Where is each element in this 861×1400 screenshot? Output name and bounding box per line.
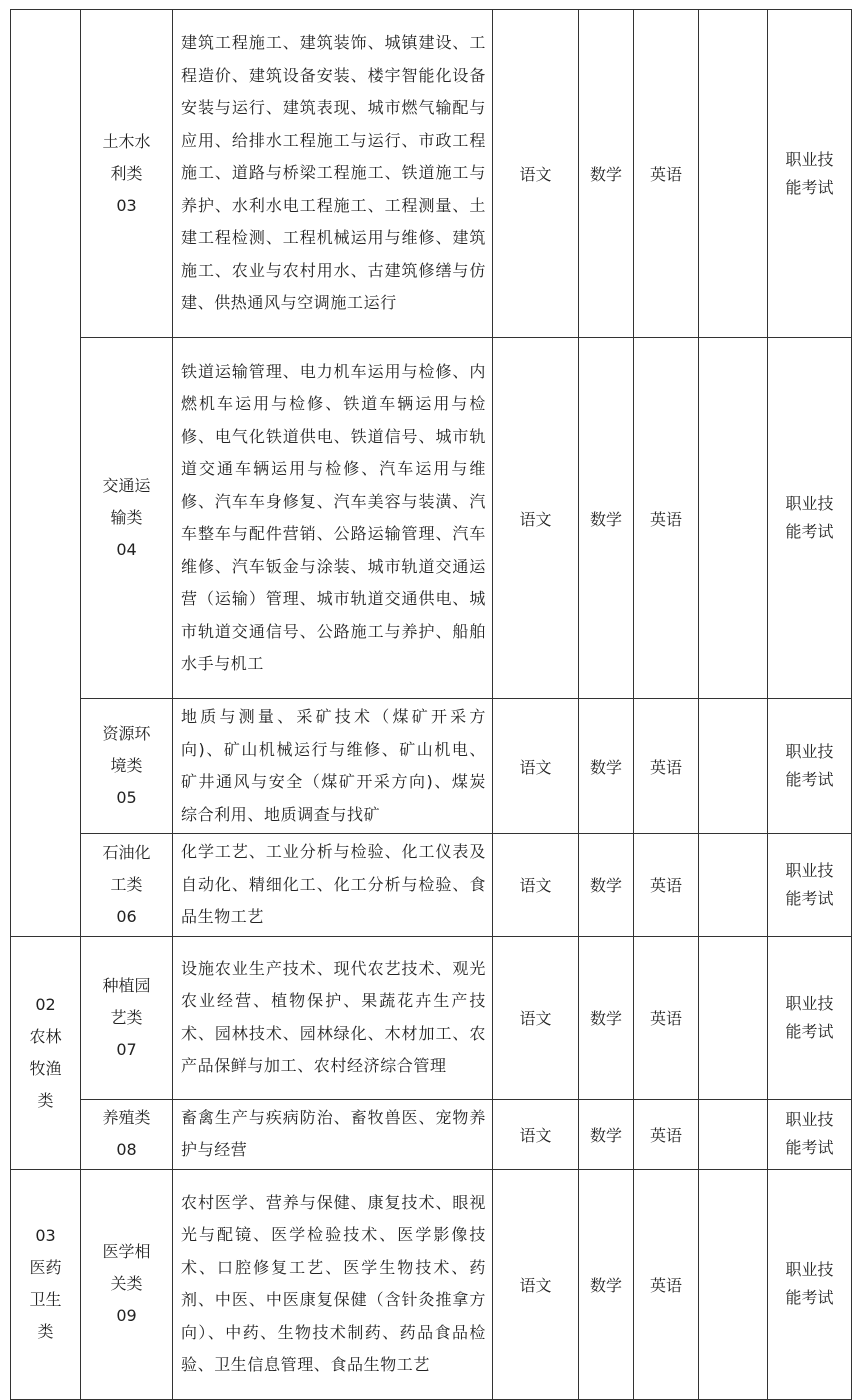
subcategory-cell — [81, 699, 173, 834]
subject-table — [10, 9, 852, 1400]
subcategory-label-line: 种植园 — [102, 975, 151, 995]
exam-type-label-line: 职业技 — [785, 149, 834, 169]
exam-type-label-line: 职业技 — [785, 494, 834, 513]
majors-cell: 地质与测量、采矿技术（煤矿开采方向)、矿山机械运行与维修、矿山机电、矿井通风与安全（煤矿开采方向)、煤炭综合利用、地质调查与找矿 — [173, 699, 493, 834]
subcategory-label-line: 石油化 — [102, 842, 151, 862]
subject-cell: 数学 — [579, 10, 634, 338]
subcategory-label — [102, 970, 150, 1066]
table-row — [11, 834, 852, 937]
table-row — [11, 1099, 852, 1169]
exam-type-label-line: 能考试 — [785, 770, 834, 789]
subject-cell — [699, 699, 768, 834]
subject-cell: 数学 — [579, 338, 634, 699]
subcategory-label — [102, 837, 150, 933]
subcategory-label — [102, 126, 150, 222]
subject-cell: 英语 — [634, 699, 699, 834]
table-row — [11, 1169, 852, 1399]
subcategory-label — [102, 470, 150, 566]
subject-cell: 数学 — [579, 699, 634, 834]
exam-type-cell — [768, 10, 852, 338]
subject-cell: 数学 — [579, 834, 634, 937]
subject-cell: 英语 — [634, 936, 699, 1099]
subcategory-cell — [81, 1099, 173, 1169]
subject-cell: 语文 — [493, 936, 579, 1099]
table-row — [11, 936, 852, 1099]
majors-cell: 建筑工程施工、建筑装饰、城镇建设、工程造价、建筑设备安装、楼宇智能化设备安装与运行、建筑表现、城市燃气输配与应用、给排水工程施工与运行、市政工程施工、道路与桥梁工程施工、铁道施工与养护、水利水电工程施工、工程测量、土建工程检测、工程机械运用与维修、建筑施工、农业与农村用水、古建筑修缮与仿建、供热通风与空调施工运行 — [173, 10, 493, 338]
subcategory-label-line: 交通运 — [102, 476, 151, 495]
subcategory-label-line: 输类 — [110, 508, 143, 527]
category-label — [29, 989, 61, 1117]
subject-cell: 语文 — [493, 1099, 579, 1169]
subcategory-label-line: 利类 — [110, 163, 143, 183]
subcategory-label-line: 养殖类 — [102, 1108, 151, 1127]
table-row — [11, 699, 852, 834]
subject-cell: 英语 — [634, 10, 699, 338]
subcategory-label-line: 医学相 — [102, 1242, 151, 1261]
category-cell — [11, 1169, 81, 1399]
subject-cell: 数学 — [579, 1169, 634, 1399]
subcategory-label-line: 艺类 — [110, 1007, 143, 1027]
exam-type-label — [785, 857, 833, 913]
exam-type-label-line: 职业技 — [785, 1110, 834, 1129]
category-label-line: 牧渔 — [29, 1058, 62, 1078]
subcategory-label-line: 07 — [116, 1039, 137, 1059]
subject-cell: 英语 — [634, 1169, 699, 1399]
subcategory-label-line: 06 — [116, 906, 137, 926]
subcategory-cell — [81, 936, 173, 1099]
subcategory-label-line: 境类 — [110, 756, 143, 775]
exam-type-cell — [768, 1099, 852, 1169]
table-row — [11, 338, 852, 699]
subject-cell: 英语 — [634, 1099, 699, 1169]
subcategory-label-line: 09 — [116, 1306, 137, 1325]
exam-type-label-line: 能考试 — [785, 522, 834, 541]
category-label-line: 类 — [37, 1090, 54, 1110]
exam-type-label-line: 职业技 — [785, 993, 834, 1013]
exam-type-cell — [768, 834, 852, 937]
majors-cell: 化学工艺、工业分析与检验、化工仪表及自动化、精细化工、化工分析与检验、食品生物工艺 — [173, 834, 493, 937]
subcategory-cell — [81, 338, 173, 699]
category-label-line: 农林 — [29, 1026, 62, 1046]
subject-cell: 语文 — [493, 338, 579, 699]
subcategory-label-line: 03 — [116, 195, 137, 215]
exam-type-label-line: 职业技 — [785, 1260, 834, 1279]
majors-cell: 畜禽生产与疾病防治、畜牧兽医、宠物养护与经营 — [173, 1099, 493, 1169]
exam-type-label-line: 能考试 — [785, 1138, 834, 1157]
subcategory-label-line: 资源环 — [102, 724, 151, 743]
subject-cell — [699, 834, 768, 937]
category-label-line: 医药 — [29, 1258, 62, 1277]
subject-cell — [699, 338, 768, 699]
subcategory-label-line: 土木水 — [102, 131, 151, 151]
exam-type-cell — [768, 338, 852, 699]
subject-cell — [699, 10, 768, 338]
exam-type-label — [785, 990, 833, 1046]
category-label-line: 类 — [37, 1322, 54, 1341]
exam-type-label — [785, 146, 833, 202]
category-cell — [11, 10, 81, 937]
subject-cell — [699, 1169, 768, 1399]
category-label — [29, 1220, 61, 1348]
table-row — [11, 10, 852, 338]
subcategory-cell — [81, 10, 173, 338]
category-cell — [11, 936, 81, 1169]
subject-cell: 语文 — [493, 1169, 579, 1399]
exam-type-label — [785, 1106, 833, 1162]
category-label-line: 03 — [35, 1226, 56, 1245]
subcategory-label-line: 关类 — [110, 1274, 143, 1293]
majors-cell: 设施农业生产技术、现代农艺技术、观光农业经营、植物保护、果蔬花卉生产技术、园林技术、园林绿化、木材加工、农产品保鲜与加工、农村经济综合管理 — [173, 936, 493, 1099]
subcategory-label-line: 05 — [116, 788, 137, 807]
subject-cell — [699, 936, 768, 1099]
majors-cell: 铁道运输管理、电力机车运用与检修、内燃机车运用与检修、铁道车辆运用与检修、电气化铁道供电、铁道信号、城市轨道交通车辆运用与检修、汽车运用与维修、汽车车身修复、汽车美容与装潢、汽车整车与配件营销、公路运输管理、汽车维修、汽车钣金与涂装、城市轨道交通运营（运输）管理、城市轨道交通供电、城市轨道交通信号、公路施工与养护、船舶水手与机工 — [173, 338, 493, 699]
subcategory-label — [102, 1102, 150, 1166]
subcategory-cell — [81, 1169, 173, 1399]
subcategory-label — [102, 1236, 150, 1332]
exam-type-label-line: 职业技 — [785, 742, 834, 761]
subcategory-label-line: 04 — [116, 540, 137, 559]
category-label-line: 02 — [35, 994, 56, 1014]
subject-cell: 语文 — [493, 10, 579, 338]
category-label-line: 卫生 — [29, 1290, 62, 1309]
subject-cell: 语文 — [493, 834, 579, 937]
subject-cell: 英语 — [634, 834, 699, 937]
subject-cell: 语文 — [493, 699, 579, 834]
subcategory-label-line: 工类 — [110, 874, 143, 894]
exam-type-label — [785, 490, 833, 546]
subcategory-cell — [81, 834, 173, 937]
exam-type-label-line: 能考试 — [785, 177, 834, 197]
exam-type-cell — [768, 699, 852, 834]
exam-type-label — [785, 1256, 833, 1312]
exam-type-label-line: 能考试 — [785, 1288, 834, 1307]
subject-cell: 数学 — [579, 1099, 634, 1169]
subcategory-label-line: 08 — [116, 1140, 137, 1159]
exam-type-label-line: 能考试 — [785, 888, 834, 908]
subcategory-label — [102, 718, 150, 814]
subject-cell: 英语 — [634, 338, 699, 699]
exam-type-label — [785, 738, 833, 794]
majors-cell: 农村医学、营养与保健、康复技术、眼视光与配镜、医学检验技术、医学影像技术、口腔修复工艺、医学生物技术、药剂、中医、中医康复保健（含针灸推拿方向）、中药、生物技术制药、药品食品检验、卫生信息管理、食品生物工艺 — [173, 1169, 493, 1399]
exam-type-cell — [768, 936, 852, 1099]
subject-cell — [699, 1099, 768, 1169]
exam-type-cell — [768, 1169, 852, 1399]
subject-cell: 数学 — [579, 936, 634, 1099]
exam-type-label-line: 职业技 — [785, 860, 834, 880]
exam-type-label-line: 能考试 — [785, 1021, 834, 1041]
